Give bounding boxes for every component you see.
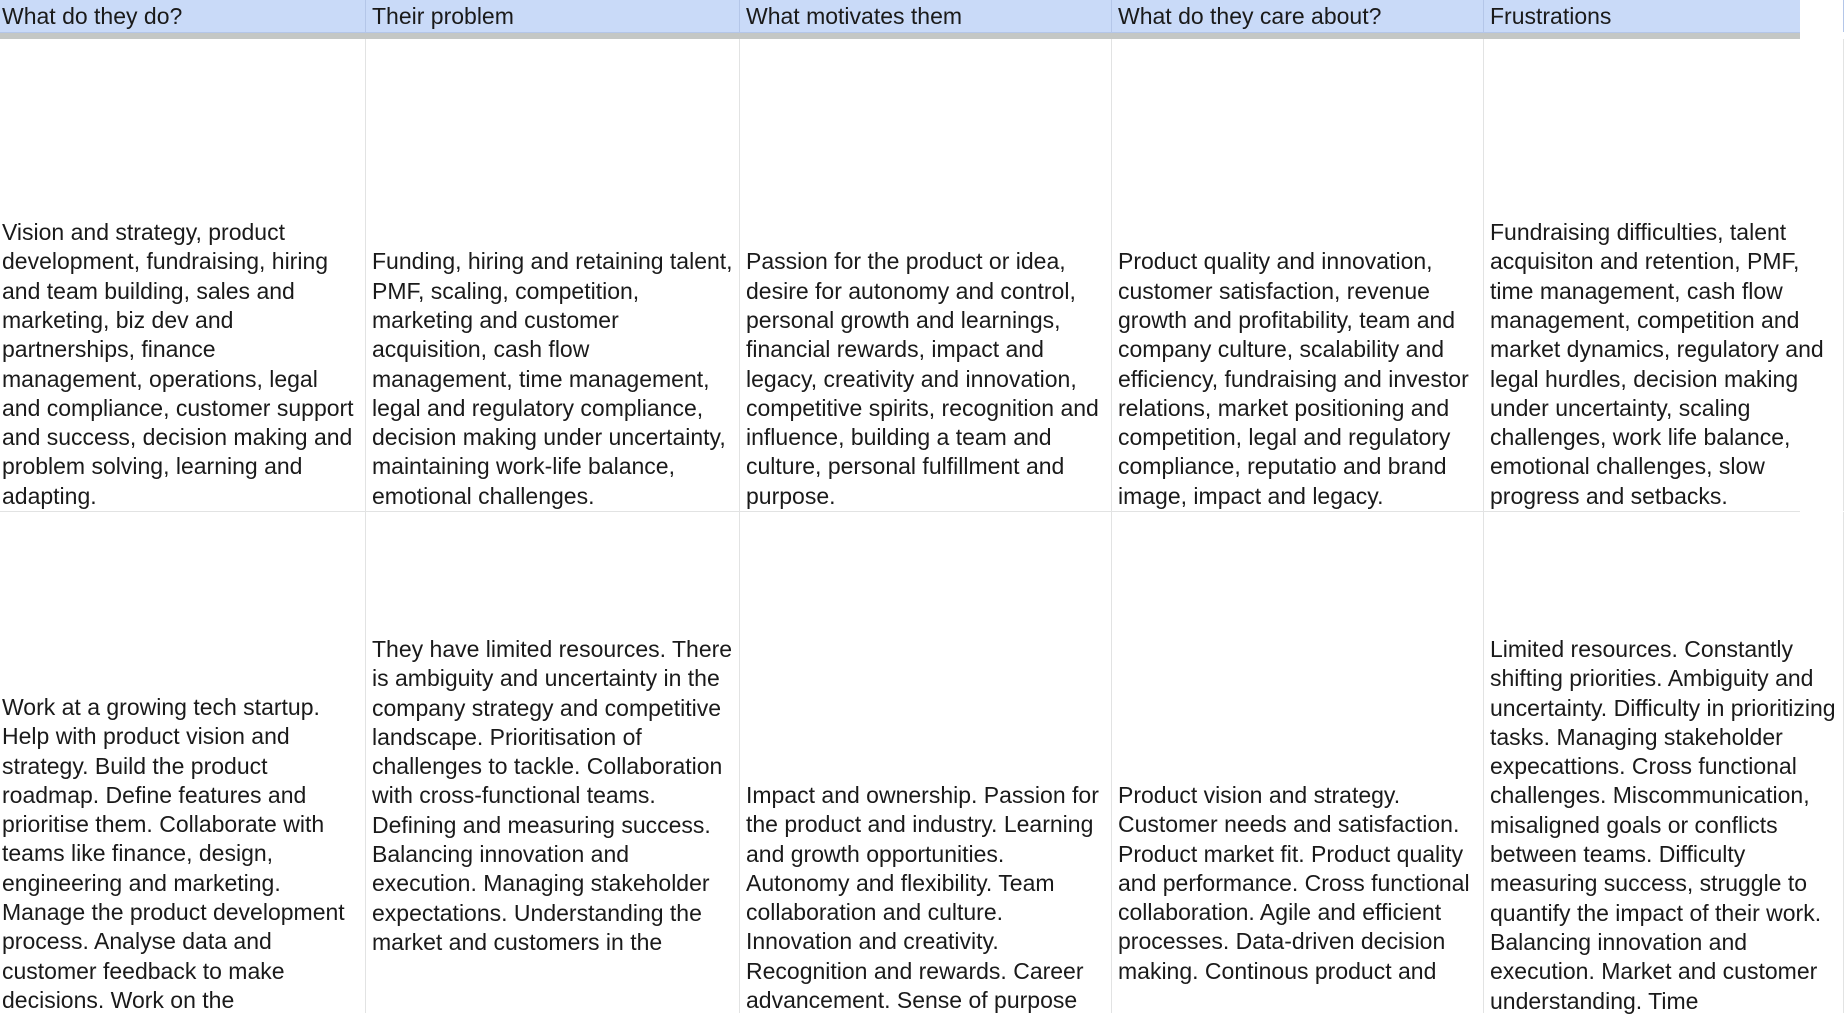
header-label: What motivates them [746,3,963,29]
table-row [0,512,1836,1014]
cell-text: Fundraising difficulties, talent acquisiton and retention, PMF, time management, cash flow management, competition and market dynamics, regulatory and legal hurdles, decision making under uncertainty, scaling challenges, work life balance, emotional challenges, slow progress and setbacks. [1490,219,1824,509]
table-cell[interactable] [1484,39,1844,511]
table-cell[interactable] [1112,512,1484,1013]
cell-text: Product quality and innovation, customer satisfaction, revenue growth and profitability, team and company culture, scalability and efficiency, fundraising and investor relations, market positioning and competition, legal and regulatory compliance, reputatio and brand image, impact and legacy. [1118,248,1469,509]
header-row [0,0,1800,33]
header-cell-motivations[interactable] [740,0,1112,32]
table-cell[interactable] [366,39,740,511]
table-cell[interactable] [1484,512,1844,1013]
header-label: Their problem [372,3,514,29]
cell-text: Impact and ownership. Passion for the product and industry. Learning and growth opportunities. Autonomy and flexibility. Team collaboration and culture. Innovation and creativity. Recognition and rewards. Career advancement. Sense of purpose [746,782,1099,1014]
cell-text: Passion for the product or idea, desire for autonomy and control, personal growth and learnings, financial rewards, impact and legacy, creativity and innovation, competitive spirits, recognition and influence, building a team and culture, personal fulfillment and purpose. [746,248,1099,509]
header-cell-care-about[interactable] [1112,0,1484,32]
header-cell-their-problem[interactable] [366,0,740,32]
header-cell-what-they-do[interactable] [0,0,366,32]
cell-text: Product vision and strategy. Customer needs and satisfaction. Product market fit. Product quality and performance. Cross functional collaboration. Agile and efficient processes. Data-driven decision making. Continous product and [1118,782,1470,984]
header-label: What do they do? [2,3,183,29]
cell-text: Limited resources. Constantly shifting priorities. Ambiguity and uncertainty. Difficulty in prioritizing tasks. Managing stakeholder expecattions. Cross functional challenges. Miscommunication, misaligned goals or conflicts between teams. Difficulty measuring success, struggle to quantify the impact of their work. Balancing innovation and execution. Market and customer understanding. Time [1490,636,1836,1014]
table-row [0,39,1824,512]
header-label: Frustrations [1490,3,1612,29]
cell-text: Funding, hiring and retaining talent, PMF, scaling, competition, marketing and customer acquisition, cash flow management, time management, legal and regulatory compliance, decision making under uncertainty, maintaining work-life balance, emotional challenges. [372,248,733,509]
table-cell[interactable] [1112,39,1484,511]
table-cell[interactable] [740,512,1112,1013]
cell-text: They have limited resources. There is ambiguity and uncertainty in the company strategy and competitive landscape. Prioritisation of challenges to tackle. Collaboration with cross-functional teams. Defining and measuring success. Balancing innovation and execution. Managing stakeholder expectations. Understanding the market and customers in the [372,636,733,955]
table-cell[interactable] [0,39,366,511]
table-cell[interactable] [740,39,1112,511]
header-cell-frustrations[interactable] [1484,0,1844,32]
table-cell[interactable] [366,512,740,1013]
table-cell[interactable] [0,512,366,1013]
header-label: What do they care about? [1118,3,1382,29]
cell-text: Work at a growing tech startup. Help with product vision and strategy. Build the product roadmap. Define features and prioritise them. Collaborate with teams like finance, design, engineering and marketing. Manage the product development process. Analyse data and customer feedback to make decisions. Work on the [2,694,345,1013]
cell-text: Vision and strategy, product development, fundraising, hiring and team building, sales and marketing, biz dev and partnerships, finance management, operations, legal and compliance, customer support and success, decision making and problem solving, learning and adapting. [2,219,354,509]
